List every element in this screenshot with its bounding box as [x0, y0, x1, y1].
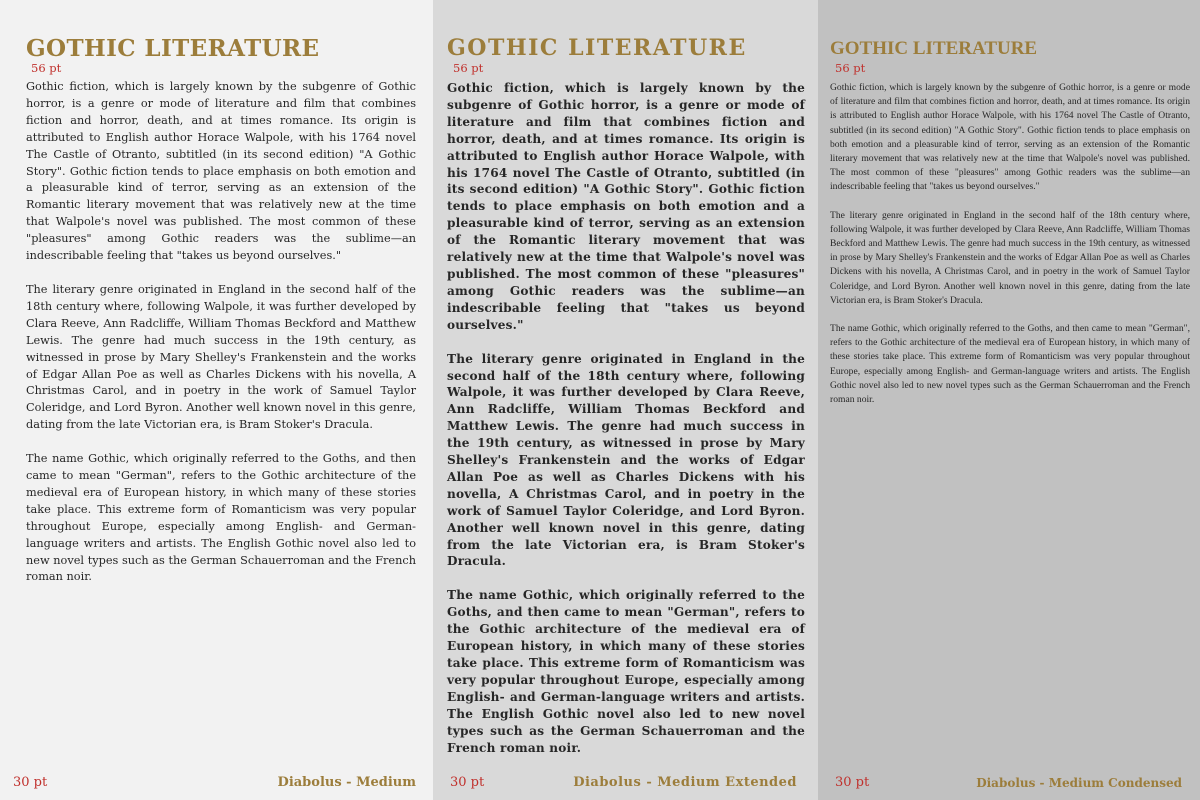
body-paragraph: Gothic fiction, which is largely known by the subgenre of Gothic horror, is a genre or mode of literature and film that combines fiction and horror, death, and at times romance. Its origin is attributed to English author Horace Walpole, with his 1764 novel The Castle of Otranto, subtitled (in its second edition) "A Gothic Story". Gothic fiction tends to place emphasis on both emotion and a pleasurable kind of terror, serving as an extension of the Romantic literary movement that was relatively new at the time that Walpole's novel was published. The most common of these "pleasures" among Gothic readers was the sublime—an indescribable feeling that "takes us beyond ourselves." [447, 81, 805, 332]
panel-title: GOTHIC LITERATURE [447, 35, 747, 61]
body-text [26, 79, 416, 586]
body-paragraph: The literary genre originated in England in the second half of the 18th century where, following Walpole, it was further developed by Clara Reeve, Ann Radcliffe, William Thomas Beckford and Matthew Lewis. The genre had much success in the 19th century, as witnessed in prose by Mary Shelley's Frankenstein and the works of Edgar Allan Poe as well as Charles Dickens with his novella, A Christmas Carol, and in poetry in the work of Samuel Taylor Coleridge, and Lord Byron. Another well known novel in this genre, dating from the late Victorian era, is Bram Stoker's Dracula. [447, 351, 805, 569]
body-paragraph: The name Gothic, which originally referred to the Goths, and then came to mean "German", refers to the Gothic architecture of the medieval era of European history, in which many of these stories take place. This extreme form of Romanticism was very popular throughout Europe, especially among English- and German-language writers and artists. The English Gothic novel also led to new novel types such as the German Schauerroman and the French roman noir. [447, 588, 805, 755]
body-paragraph: The name Gothic, which originally referred to the Goths, and then came to mean "German", refers to the Gothic architecture of the medieval era of European history, in which many of these stories take place. This extreme form of Romanticism was very popular throughout Europe, especially among English- and German-language writers and artists. The English Gothic novel also led to new novel types such as the German Schauerroman and the French roman noir. [830, 323, 1190, 406]
specimen-panel-medium-extended [433, 0, 818, 800]
panel-title: GOTHIC LITERATURE [830, 38, 1038, 59]
footer-size-label: 30 pt [13, 775, 48, 790]
footer-font-name: Diabolus - Medium Extended [573, 775, 797, 790]
body-paragraph: Gothic fiction, which is largely known by the subgenre of Gothic horror, is a genre or mode of literature and film that combines fiction and horror, death, and at times romance. Its origin is attributed to English author Horace Walpole, with his 1764 novel The Castle of Otranto, subtitled (in its second edition) "A Gothic Story". Gothic fiction tends to place emphasis on both emotion and a pleasurable kind of terror, serving as an extension of the Romantic literary movement that was relatively new at the time that Walpole's novel was published. The most common of these "pleasures" among Gothic readers was the sublime—an indescribable feeling that "takes us beyond ourselves." [830, 82, 1190, 193]
panel-title: GOTHIC LITERATURE [26, 35, 320, 62]
body-text [447, 80, 805, 756]
title-size-label: 56 pt [31, 61, 62, 75]
body-paragraph: The name Gothic, which originally referred to the Goths, and then came to mean "German", refers to the Gothic architecture of the medieval era of European history, in which many of these stories take place. This extreme form of Romanticism was very popular throughout Europe, especially among English- and German-language writers and artists. The English Gothic novel also led to new novel types such as the German Schauerroman and the French roman noir. [26, 452, 416, 584]
body-paragraph: The literary genre originated in England in the second half of the 18th century where, following Walpole, it was further developed by Clara Reeve, Ann Radcliffe, William Thomas Beckford and Matthew Lewis. The genre had much success in the 19th century, as witnessed in prose by Mary Shelley's Frankenstein and the works of Edgar Allan Poe as well as Charles Dickens with his novella, A Christmas Carol, and in poetry in the work of Samuel Taylor Coleridge, and Lord Byron. Another well known novel in this genre, dating from the late Victorian era, is Bram Stoker's Dracula. [26, 282, 416, 432]
footer-size-label: 30 pt [450, 775, 485, 790]
specimen-panel-medium [0, 0, 433, 800]
footer-size-label: 30 pt [835, 775, 870, 790]
body-paragraph: Gothic fiction, which is largely known by the subgenre of Gothic horror, is a genre or mode of literature and film that combines fiction and horror, death, and at times romance. Its origin is attributed to English author Horace Walpole, with his 1764 novel The Castle of Otranto, subtitled (in its second edition) "A Gothic Story". Gothic fiction tends to place emphasis on both emotion and a pleasurable kind of terror, serving as an extension of the Romantic literary movement that was relatively new at the time that Walpole's novel was published. The most common of these "pleasures" among Gothic readers was the sublime—an indescribable feeling that "takes us beyond ourselves." [26, 80, 416, 263]
specimen-panel-medium-condensed [818, 0, 1200, 800]
footer-font-name: Diabolus - Medium [277, 775, 416, 790]
footer-font-name: Diabolus - Medium Condensed [976, 776, 1182, 790]
body-paragraph: The literary genre originated in England in the second half of the 18th century where, following Walpole, it was further developed by Clara Reeve, Ann Radcliffe, William Thomas Beckford and Matthew Lewis. The genre had much success in the 19th century, as witnessed in prose by Mary Shelley's Frankenstein and the works of Edgar Allan Poe as well as Charles Dickens with his novella, A Christmas Carol, and in poetry in the work of Samuel Taylor Coleridge, and Lord Byron. Another well known novel in this genre, dating from the late Victorian era, is Bram Stoker's Dracula. [830, 209, 1190, 306]
title-size-label: 56 pt [835, 61, 866, 75]
title-size-label: 56 pt [453, 61, 484, 75]
body-text [830, 81, 1190, 407]
